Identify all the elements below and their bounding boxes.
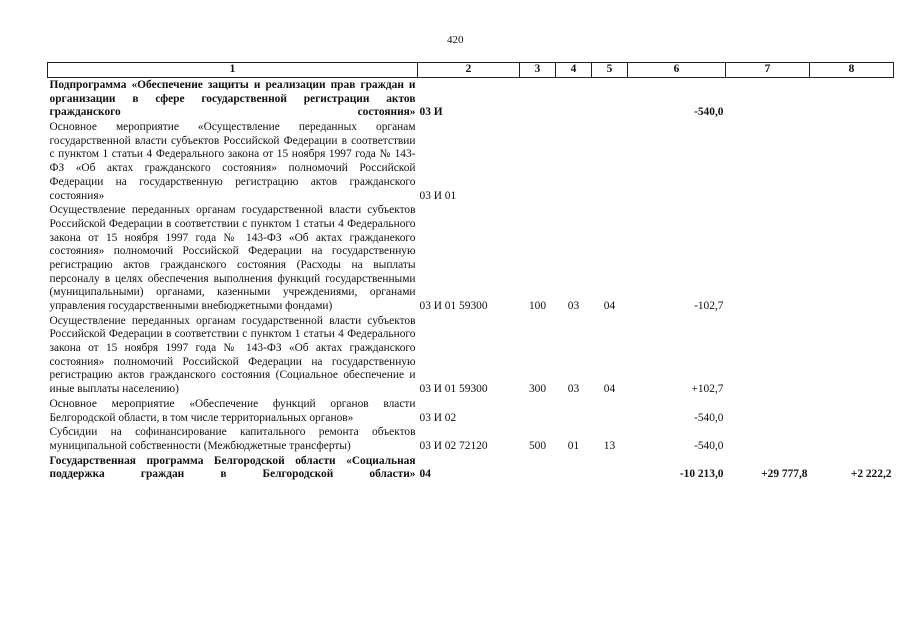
column-header-2: 2 — [418, 63, 520, 78]
table-body — [48, 78, 894, 482]
row-code: 03 И 02 — [419, 411, 457, 424]
row-col-7 — [726, 397, 810, 425]
row-code: 03 И 01 — [419, 189, 457, 202]
row-col-5 — [592, 120, 628, 203]
row-col-6: -540,0 — [694, 106, 724, 119]
row-col-4: 03 — [567, 383, 580, 396]
row-col-3 — [520, 78, 556, 121]
row-col-4 — [556, 120, 592, 203]
column-header-3: 3 — [520, 63, 556, 78]
row-name: Основное мероприятие «Обеспечение функций органов власти Белгородской области, в том числе территориальных органов» — [49, 397, 416, 424]
column-header-8: 8 — [810, 63, 894, 78]
row-col-5 — [592, 454, 628, 482]
row-col-4 — [556, 454, 592, 482]
row-col-6: +102,7 — [691, 383, 724, 396]
row-col-6: -10 213,0 — [679, 468, 724, 481]
row-name: Подпрограмма «Обеспечение защиты и реализации прав граждан и организации в сфере государственной регистрации актов гражданского состояния» — [49, 79, 416, 119]
table-row — [48, 425, 894, 453]
row-col-6: -540,0 — [694, 439, 724, 452]
row-col-8 — [810, 314, 894, 397]
row-code: 03 И — [419, 106, 443, 119]
row-code: 03 И 01 59300 — [419, 300, 488, 312]
row-col-7 — [726, 425, 810, 453]
row-col-4 — [556, 78, 592, 121]
row-col-3: 100 — [528, 300, 547, 312]
column-header-7: 7 — [726, 63, 810, 78]
table-row — [48, 314, 894, 397]
row-col-3 — [520, 397, 556, 425]
table-header — [48, 63, 894, 78]
row-name: Субсидии на софинансирование капитального ремонта объектов муниципальной собственности (Межбюджетные трансферты) — [49, 426, 416, 452]
row-col-6: -540,0 — [694, 411, 724, 424]
row-col-6: -102,7 — [694, 300, 724, 312]
row-name: Осуществление переданных органам государственной власти субъектов Российской Федерации в соответствии с пунктом 1 статьи 4 Федерального закона от 15 ноября 1997 года № 143-ФЗ «Об актах гражданского состояния» полномочий Российской Федерации на государственную регистрацию актов гражданского состояния (Социальное обеспечение и иные выплаты населению) — [49, 314, 416, 396]
row-col-8 — [810, 425, 894, 453]
column-header-5: 5 — [592, 63, 628, 78]
row-code: 03 И 02 72120 — [419, 439, 488, 452]
table-row — [48, 203, 894, 314]
row-col-3 — [520, 120, 556, 203]
row-col-7 — [726, 314, 810, 397]
row-code: 04 — [419, 468, 431, 481]
row-col-5 — [592, 397, 628, 425]
row-col-7 — [726, 78, 810, 121]
row-col-8 — [810, 203, 894, 314]
column-header-1: 1 — [48, 63, 418, 78]
row-col-5: 04 — [603, 383, 616, 396]
row-col-3: 500 — [528, 439, 547, 452]
row-col-6 — [628, 120, 726, 203]
row-col-5: 04 — [603, 300, 616, 312]
table-row — [48, 454, 894, 482]
row-col-8: +2 222,2 — [850, 468, 892, 481]
row-col-4: 03 — [567, 300, 580, 312]
row-col-8 — [810, 397, 894, 425]
row-name: Осуществление переданных органам государственной власти субъектов Российской Федерации в соответствии с пунктом 1 статьи 4 Федерального закона от 15 ноября 1997 года № 143-ФЗ «Об актах гражданекого состояния» полномочий Российской Федерации на государственную регистрацию актов гражданского состояния (Расходы на выплаты персоналу в целях обеспечения выполнения функций государственными (муниципальными) органами, казенными учреждениями, органами управления государственными внебюджетными фондами) — [49, 204, 416, 312]
header-row — [48, 63, 894, 78]
table-row — [48, 78, 894, 121]
page-number: 420 — [447, 34, 464, 46]
column-header-4: 4 — [556, 63, 592, 78]
row-col-7: +29 777,8 — [761, 468, 808, 481]
row-col-8 — [810, 78, 894, 121]
table-row — [48, 397, 894, 425]
column-header-6: 6 — [628, 63, 726, 78]
row-col-8 — [810, 120, 894, 203]
row-col-7 — [726, 203, 810, 314]
budget-table — [47, 62, 894, 482]
row-code: 03 И 01 59300 — [419, 383, 488, 396]
row-col-7 — [726, 120, 810, 203]
row-col-5 — [592, 78, 628, 121]
row-col-3 — [520, 454, 556, 482]
row-col-4 — [556, 397, 592, 425]
row-col-3: 300 — [528, 383, 547, 396]
row-name: Государственная программа Белгородской области «Социальная поддержка граждан в Белгородской области» — [49, 454, 416, 481]
row-col-5: 13 — [603, 439, 616, 452]
table-row — [48, 120, 894, 203]
row-col-4: 01 — [567, 439, 580, 452]
row-name: Основное мероприятие «Осуществление переданных органам государственной власти субъектов Российской Федерации в соответствии с пунктом 1 статьи 4 Федерального закона от 15 ноября 1997 года № 143-ФЗ «Об актах гражданского состояния» полномочий Российской Федерации на государственную регистрацию актов гражданского состояния» — [49, 121, 416, 202]
